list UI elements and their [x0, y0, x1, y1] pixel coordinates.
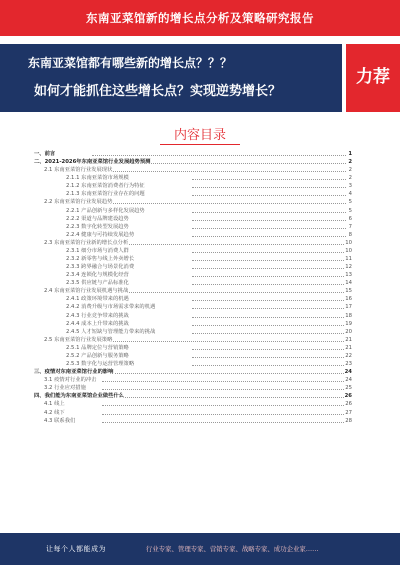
toc-entry[interactable]	[32, 166, 352, 174]
toc-entry-page: 16	[345, 296, 352, 303]
toc-leader-dots	[192, 179, 346, 180]
toc-leader-dots	[102, 244, 346, 245]
toc-entry-text: 2.2.1 产品创新与多样化发展趋势	[66, 207, 145, 214]
headline-question-2: 如何才能抓住这些增长点？实现逆势增长？	[34, 84, 282, 99]
toc-entry-page: 2	[348, 167, 352, 174]
toc-leader-dots	[102, 414, 346, 415]
toc-entry-page: 2	[348, 159, 352, 166]
toc-entry[interactable]	[32, 312, 352, 320]
toc-entry-text: 2.4.2 消费升级与市场需求带来的机遇	[66, 304, 156, 311]
toc-entry[interactable]	[32, 231, 352, 239]
toc-entry-text: 2.5.2 产品创新与服务策略	[66, 352, 129, 359]
toc-entry-text: 4.3 联系我们	[44, 417, 76, 424]
toc-leader-dots	[102, 171, 346, 172]
footer-bar	[0, 533, 400, 565]
toc-entry[interactable]	[32, 328, 352, 336]
toc-entry-text: 2.4.5 人才短缺与管理能力带来的挑战	[66, 328, 156, 335]
toc-leader-dots	[192, 284, 346, 285]
toc-leader-dots	[192, 349, 346, 350]
recommend-badge	[346, 44, 400, 112]
toc-entry-page: 2	[348, 175, 352, 182]
toc-entry-page: 11	[345, 256, 352, 263]
toc-entry[interactable]	[32, 255, 352, 263]
toc-entry[interactable]	[32, 360, 352, 368]
toc-entry-page: 22	[345, 352, 352, 359]
toc-entry-page: 24	[345, 377, 352, 384]
toc-entry-text: 一、前言	[34, 151, 56, 157]
headline-banner	[0, 44, 342, 112]
toc-entry-text: 2.3.4 连锁化与规模化经营	[66, 272, 129, 279]
toc-entry-page: 1	[348, 151, 352, 157]
toc-leader-dots	[192, 325, 346, 326]
toc-entry-text: 2.5 东南亚菜馆行业发展策略	[44, 336, 113, 343]
toc-entry[interactable]	[32, 295, 352, 303]
toc-leader-dots	[92, 373, 346, 374]
toc-title-divider	[160, 144, 240, 145]
toc-entry[interactable]	[32, 320, 352, 328]
toc-entry-page: 18	[345, 312, 352, 319]
toc-entry-text: 四、我们能为东南亚菜馆企业做些什么	[34, 393, 125, 400]
toc-leader-dots	[102, 422, 346, 423]
toc-entry-page: 19	[345, 320, 352, 327]
toc-entry[interactable]	[32, 158, 352, 166]
toc-entry-text: 2.2 东南亚菜馆行业发展趋势	[44, 199, 113, 206]
toc-entry[interactable]	[32, 215, 352, 223]
toc-leader-dots	[192, 187, 346, 188]
toc-entry-text: 2.4.1 政策环境带来的机遇	[66, 296, 129, 303]
toc-leader-dots	[192, 220, 346, 221]
toc-entry-page: 7	[348, 223, 352, 230]
toc-entry[interactable]	[32, 150, 352, 158]
toc-leader-dots	[192, 317, 346, 318]
toc-entry-text: 2.1 东南亚菜馆行业发展现状	[44, 167, 113, 174]
toc-leader-dots	[102, 381, 346, 382]
toc-leader-dots	[192, 212, 346, 213]
toc-entry[interactable]	[32, 198, 352, 206]
toc-entry[interactable]	[32, 223, 352, 231]
toc-entry-page: 28	[345, 417, 352, 424]
toc-entry-page: 14	[345, 280, 352, 287]
toc-entry-page: 12	[345, 264, 352, 271]
footer-slogan: 让每个人都能成为	[46, 545, 106, 553]
toc-leader-dots	[192, 252, 346, 253]
toc-leader-dots	[192, 268, 346, 269]
toc-entry-text: 2.2.3 数字化转型发展趋势	[66, 223, 129, 230]
toc-entry-page: 25	[345, 385, 352, 392]
toc-entry-text: 2.1.2 东南亚菜馆消费者行为特征	[66, 183, 145, 190]
headline-question-1: 东南亚菜馆都有哪些新的增长点？？？	[28, 56, 233, 70]
toc-leader-dots	[102, 341, 346, 342]
toc-leader-dots	[192, 276, 346, 277]
toc-entry-page: 8	[348, 231, 352, 238]
toc-leader-dots	[192, 365, 346, 366]
toc-entry-page: 10	[345, 247, 352, 254]
toc-entry-page: 24	[344, 369, 352, 376]
toc-entry[interactable]	[32, 263, 352, 271]
toc-entry[interactable]	[32, 190, 352, 198]
toc-entry-page: 26	[344, 393, 352, 400]
toc-leader-dots	[102, 203, 346, 204]
toc-entry[interactable]	[32, 287, 352, 295]
toc-entry-text: 2.1.1 东南亚菜馆市场规模	[66, 175, 129, 182]
toc-entry[interactable]	[32, 182, 352, 190]
toc-entry-page: 27	[345, 409, 352, 416]
toc-entry-text: 2.4 东南亚菜馆行业发展机遇与挑战	[44, 288, 129, 295]
toc-entry[interactable]	[32, 384, 352, 392]
toc-entry-text: 2.3.2 新零售与线上外卖增长	[66, 256, 135, 263]
toc-title: 内容目录	[173, 128, 226, 143]
toc-entry-text: 2.4.4 成本上升带来的挑战	[66, 320, 129, 327]
toc-entry-page: 21	[345, 336, 352, 343]
toc-entry[interactable]	[32, 409, 352, 417]
report-title: 东南亚菜馆新的增长点分析及策略研究报告	[86, 11, 314, 25]
toc-entry-text: 4.1 线上	[44, 401, 65, 408]
toc-entry-text: 2.2.4 健康与可持续发展趋势	[66, 231, 135, 238]
toc-entry[interactable]	[32, 303, 352, 311]
toc-entry-text: 4.2 线下	[44, 409, 65, 416]
toc-entry-text: 二、2021-2026年东南亚菜馆行业发展趋势预测	[34, 159, 151, 166]
toc-entry-text: 2.3.1 细分市场与消费人群	[66, 247, 129, 254]
top-header-bar	[0, 0, 400, 36]
toc-entry-page: 23	[345, 361, 352, 368]
toc-entry-text: 2.3.3 跨界融合与场景化消费	[66, 264, 135, 271]
footer-roles: 行业专家、管理专家、营销专家、战略专家、成功企业家……	[146, 545, 319, 553]
toc-entry-page: 17	[345, 304, 352, 311]
toc-entry-page: 13	[345, 272, 352, 279]
toc-entry-page: 3	[348, 183, 352, 190]
toc-leader-dots	[192, 357, 346, 358]
toc-entry-page: 5	[348, 207, 352, 214]
toc-entry-text: 2.3 东南亚菜馆行业新的增长点分析	[44, 239, 129, 246]
toc-entry-page: 20	[345, 328, 352, 335]
toc-leader-dots	[102, 389, 346, 390]
toc-leader-dots	[192, 300, 346, 301]
toc-entry-page: 10	[345, 239, 352, 246]
toc-entry-text: 2.4.3 行业竞争带来的挑战	[66, 312, 129, 319]
toc-leader-dots	[192, 236, 346, 237]
toc-entry[interactable]	[32, 279, 352, 287]
toc-entry-text: 3.2 行业应对措施	[44, 385, 86, 392]
toc-entry[interactable]	[32, 352, 352, 360]
toc-leader-dots	[102, 405, 346, 406]
toc-entry-text: 2.5.3 数字化与运营管理策略	[66, 361, 135, 368]
toc-entry-page: 5	[348, 199, 352, 206]
toc-leader-dots	[192, 228, 346, 229]
toc-entry[interactable]	[32, 376, 352, 384]
toc-entry-page: 15	[345, 288, 352, 295]
toc-leader-dots	[192, 195, 346, 196]
toc-entry[interactable]	[32, 417, 352, 425]
recommend-badge-label: 力荐	[356, 67, 390, 87]
toc-leader-dots	[92, 155, 346, 156]
toc-entry-page: 6	[348, 215, 352, 222]
toc-entry-page: 21	[345, 344, 352, 351]
toc-entry[interactable]	[32, 368, 352, 376]
toc-leader-dots	[192, 260, 346, 261]
toc-entry-text: 2.2.2 渠道与品牌建设趋势	[66, 215, 129, 222]
toc-entry-page: 4	[348, 191, 352, 198]
toc-entry[interactable]	[32, 247, 352, 255]
toc-leader-dots	[192, 308, 346, 309]
toc-entry-text: 3.1 疫情对行业的冲击	[44, 377, 97, 384]
toc-entry[interactable]	[32, 400, 352, 408]
toc-entry-text: 三、疫情对东南亚菜馆行业的影响	[34, 369, 114, 376]
toc-entry-text: 2.1.3 东南亚菜馆行业存在的问题	[66, 191, 145, 198]
toc-entry[interactable]	[32, 344, 352, 352]
toc-entry-text: 2.5.1 品牌定位与营销策略	[66, 344, 129, 351]
toc-entry[interactable]	[32, 174, 352, 182]
toc-entry[interactable]	[32, 271, 352, 279]
toc-entry[interactable]	[32, 239, 352, 247]
toc-entry[interactable]	[32, 207, 352, 215]
toc-leader-dots	[102, 292, 346, 293]
table-of-contents	[32, 150, 352, 425]
toc-leader-dots	[92, 397, 346, 398]
toc-entry-page: 26	[345, 401, 352, 408]
toc-entry[interactable]	[32, 392, 352, 400]
toc-entry-text: 2.3.5 供应链与产品标准化	[66, 280, 129, 287]
toc-leader-dots	[192, 333, 346, 334]
toc-entry[interactable]	[32, 336, 352, 344]
